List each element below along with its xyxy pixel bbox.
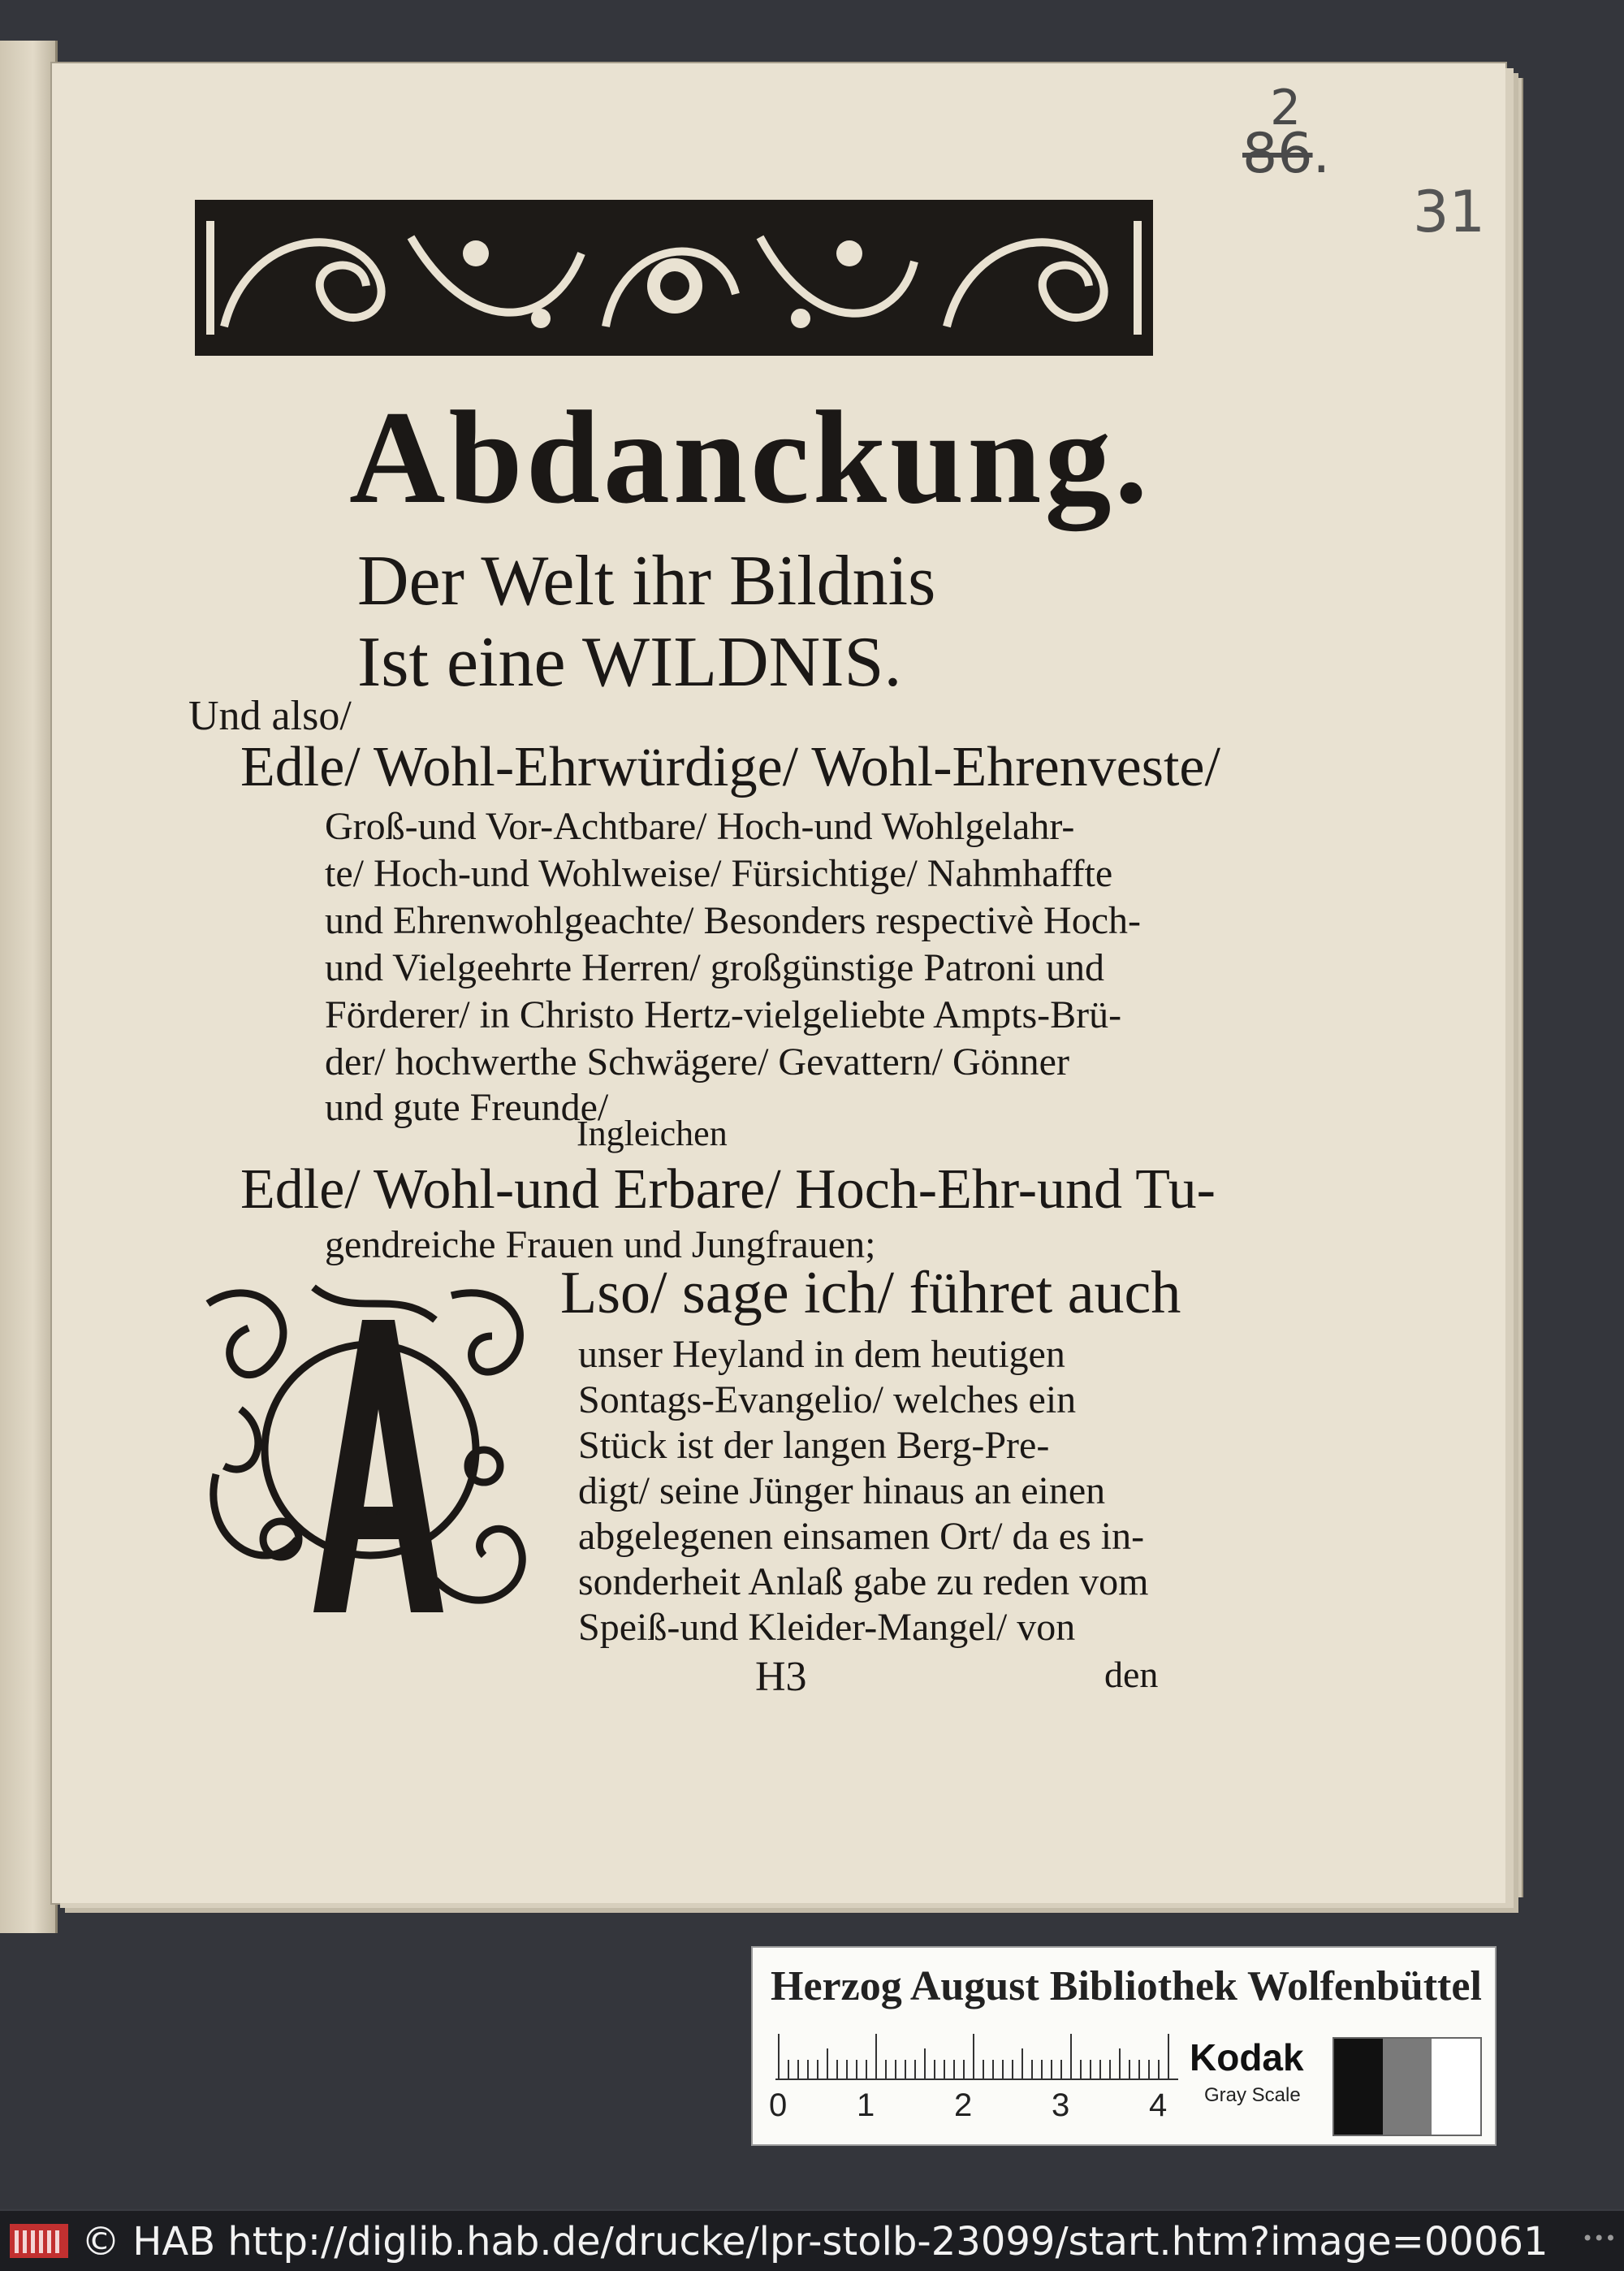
swatch-white — [1432, 2039, 1480, 2135]
address2-line: gendreiche Frauen und Jungfrauen; — [325, 1223, 876, 1266]
catchword: den — [1104, 1654, 1159, 1695]
footer-dots: ••• — [1582, 2227, 1617, 2250]
address2-heading: Edle/ Wohl-und Erbare/ Hoch-Ehr-und Tu- — [240, 1158, 1216, 1221]
address-heading: Edle/ Wohl-Ehrwürdige/ Wohl-Ehrenveste/ — [240, 736, 1220, 798]
hab-logo-icon — [10, 2224, 68, 2258]
kodak-brand: Kodak — [1190, 2036, 1304, 2079]
page-stack-edge — [1510, 78, 1523, 1897]
body-line: Stück ist der langen Berg-Pre- — [578, 1424, 1050, 1467]
gray-swatches — [1332, 2037, 1482, 2136]
address-line: Groß-und Vor-Achtbare/ Hoch-und Wohlgelahr- — [325, 805, 1075, 848]
facing-page-edge — [0, 41, 58, 1933]
swatch-black — [1334, 2039, 1383, 2135]
decorated-initial — [192, 1271, 549, 1629]
folio-number: 31 — [1413, 179, 1486, 245]
ruler-number: 1 — [857, 2087, 875, 2123]
footer-url-text[interactable]: © HAB http://diglib.hab.de/drucke/lpr-stolb-23099/start.htm?image=00061 — [81, 2219, 1548, 2265]
address-line: Förderer/ in Christo Hertz-vielgeliebte Ampts-Brü- — [325, 993, 1122, 1036]
body-line: sonderheit Anlaß gabe zu reden vom — [578, 1560, 1149, 1603]
shelfmark-old: 86 — [1242, 122, 1313, 186]
body-first-line: Lso/ sage ich/ führet auch — [560, 1260, 1181, 1326]
body-line: digt/ seine Jünger hinaus an einen — [578, 1469, 1106, 1512]
ornamental-headpiece — [195, 200, 1153, 356]
signature-mark: H3 — [755, 1654, 807, 1700]
swatch-gray — [1383, 2039, 1432, 2135]
body-line: Speiß-und Kleider-Mangel/ von — [578, 1606, 1076, 1649]
address-line: und Vielgeehrte Herren/ großgünstige Patroni und — [325, 946, 1104, 989]
und-also-text: Und also/ — [188, 693, 352, 739]
shelfmark-new: 2 — [1270, 80, 1302, 136]
ruler-numbers — [769, 2087, 1191, 2128]
footer-bar — [0, 2211, 1624, 2271]
motto-line-2: Ist eine WILDNIS. — [357, 623, 902, 702]
gray-scale-label: Gray Scale — [1204, 2084, 1301, 2106]
shelfmark-dot: . — [1312, 122, 1331, 186]
body-line: Sontags-Evangelio/ welches ein — [578, 1378, 1077, 1421]
address-line: und gute Freunde/ — [325, 1086, 609, 1129]
initial-letter: A — [375, 1508, 382, 1517]
page-title: Abdanckung. — [349, 384, 1151, 531]
body-line: abgelegenen einsamen Ort/ da es in- — [578, 1515, 1145, 1558]
hab-color-card — [751, 1946, 1497, 2146]
ruler-number: 0 — [769, 2087, 788, 2123]
ruler-scale — [775, 2032, 1178, 2081]
ruler-number: 3 — [1052, 2087, 1070, 2123]
address-line: te/ Hoch-und Wohlweise/ Fürsichtige/ Nahmhaffte — [325, 852, 1113, 895]
address-line: der/ hochwerthe Schwägere/ Gevattern/ Gönner — [325, 1040, 1069, 1084]
address-line: und Ehrenwohlgeachte/ Besonders respectivè Hoch- — [325, 899, 1141, 942]
body-line: unser Heyland in dem heutigen — [578, 1333, 1065, 1376]
ruler-number: 4 — [1149, 2087, 1168, 2123]
hab-card-title: Herzog August Bibliothek Wolfenbüttel — [771, 1963, 1482, 2009]
motto-line-1: Der Welt ihr Bildnis — [357, 542, 936, 621]
handwritten-shelfmark — [1242, 80, 1331, 186]
ruler-number: 2 — [954, 2087, 973, 2123]
ingleichen-text: Ingleichen — [577, 1114, 728, 1153]
